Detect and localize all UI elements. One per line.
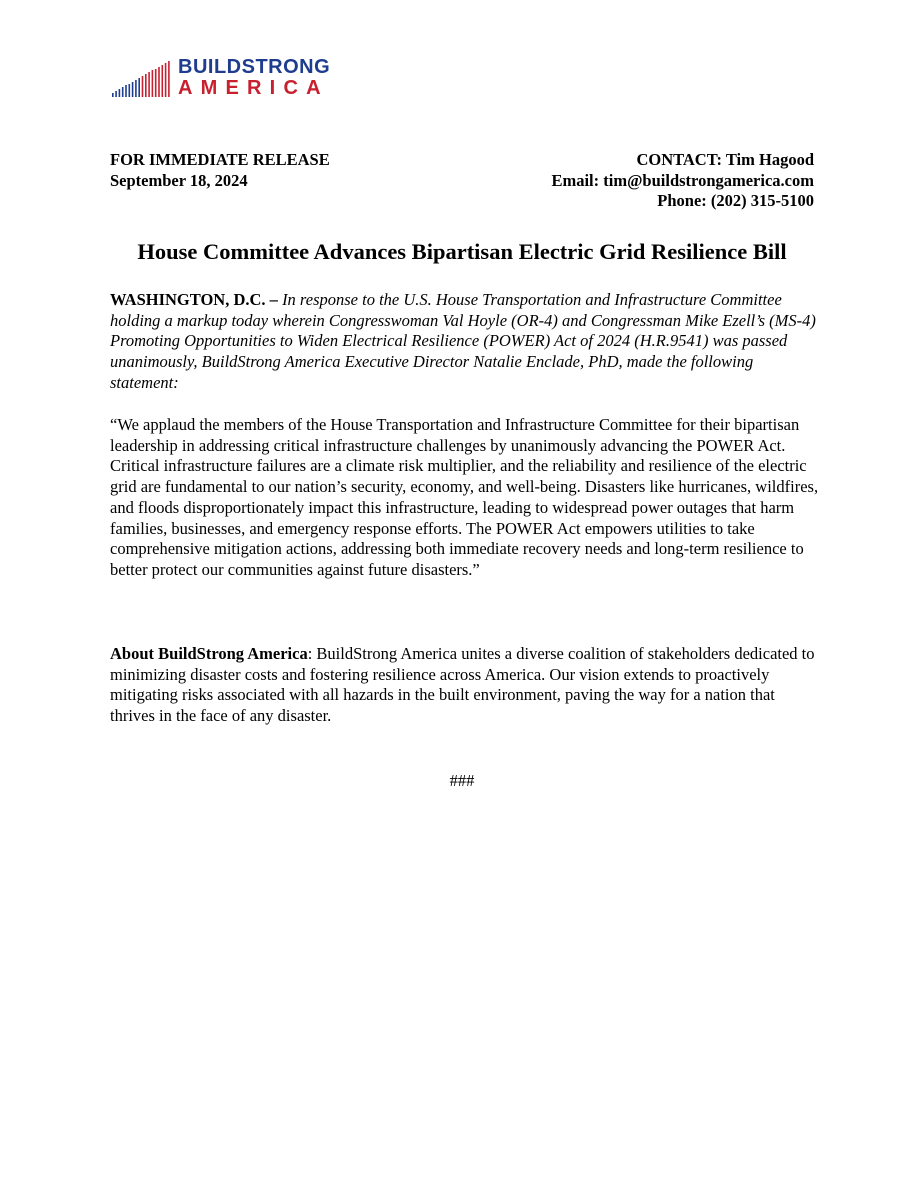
logo-bar: [142, 76, 144, 97]
contact-email: Email: tim@buildstrongamerica.com: [551, 170, 814, 190]
logo-bar: [138, 78, 140, 97]
about-paragraph: [110, 644, 822, 727]
dateline: WASHINGTON, D.C. –: [110, 290, 278, 309]
about-text: : BuildStrong America unites a diverse coalition of stakeholders dedicated to minimizing disaster costs and fostering resilience across America. Our vision extends to proactively mitigating risks associated with all hazards in the built environment, paving the way for a nation that thrives in the face of any disaster.: [110, 644, 815, 726]
logo-bar: [125, 85, 127, 97]
logo-bar: [135, 80, 137, 97]
intro-text: In response to the U.S. House Transportation and Infrastructure Committee holding a markup today wherein Congresswoman Val Hoyle (OR-4) and Congressman Mike Ezell’s (MS-4) Promoting Opportunities to Widen Electrical Resilience (POWER) Act of 2024 (H.R.9541) was passed unanimously, BuildStrong America Executive Director Natalie Enclade, PhD, made the following statement:: [110, 290, 816, 392]
logo-bar: [115, 91, 117, 97]
intro-paragraph: [110, 290, 822, 394]
logo-bar: [129, 84, 131, 97]
release-info: [110, 150, 330, 191]
logo-bar: [119, 89, 121, 97]
logo-bar: [165, 63, 167, 97]
contact-phone: Phone: (202) 315-5100: [657, 191, 814, 210]
logo-bar: [168, 61, 170, 97]
release-date: September 18, 2024: [110, 170, 248, 190]
logo-bar: [158, 67, 160, 97]
contact-info: [551, 150, 814, 212]
press-release-title: House Committee Advances Bipartisan Electric Grid Resilience Bill: [137, 239, 787, 264]
release-label: FOR IMMEDIATE RELEASE: [110, 150, 330, 169]
logo-bar: [152, 70, 154, 97]
logo-word-build: BUILD: [178, 56, 242, 78]
logo-bar: [162, 65, 164, 97]
logo-bar: [112, 93, 114, 97]
logo-word-strong: STRONG: [241, 56, 331, 78]
logo-bar: [145, 74, 147, 97]
logo-bar: [148, 72, 150, 97]
logo-bar: [132, 82, 134, 97]
logo-word-america: AMERICA: [178, 77, 329, 99]
buildstrong-america-logo: [112, 57, 352, 101]
logo-wordmark: [178, 57, 330, 99]
about-label: About BuildStrong America: [110, 644, 308, 663]
bar-chart-logo-icon: [112, 60, 174, 98]
contact-name: CONTACT: Tim Hagood: [636, 150, 814, 169]
logo-bar: [122, 87, 124, 97]
end-mark: ###: [449, 771, 475, 790]
logo-bar: [155, 69, 157, 97]
quote-paragraph: “We applaud the members of the House Transportation and Infrastructure Committee for their bipartisan leadership in addressing critical infrastructure challenges by unanimously advancing the POWER Act. Critical infrastructure failures are a climate risk multiplier, and the reliability and resilience of the electric grid are fundamental to our nation’s security, economy, and well-being. Disasters like hurricanes, wildfires, and floods disproportionately impact this infrastructure, leading to widespread power outages that harm families, businesses, and emergency response efforts. The POWER Act empowers utilities to take comprehensive mitigation actions, addressing both immediate recovery needs and long-term resilience to better protect our communities against future disasters.”: [110, 415, 819, 579]
